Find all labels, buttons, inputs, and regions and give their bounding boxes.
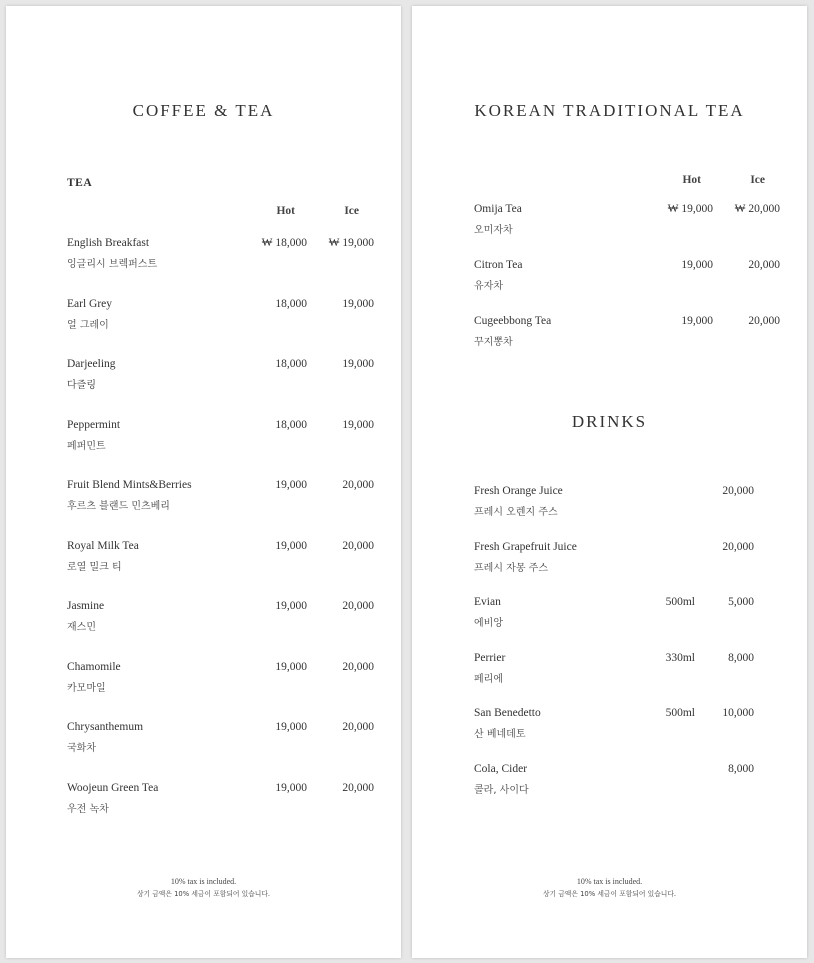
- menu-item: [67, 298, 401, 338]
- price-hot: 19,000: [275, 600, 307, 612]
- item-name-en: Peppermint: [67, 418, 121, 431]
- section-title-drinks: DRINKS: [571, 412, 648, 431]
- item-name-ko: 잉글리시 브렉퍼스트: [67, 259, 158, 270]
- item-name-en: Evian: [474, 596, 501, 609]
- item-size: 500ml: [665, 596, 695, 609]
- item-name-en: Darjeeling: [67, 358, 116, 370]
- menu-item: [474, 652, 807, 692]
- item-name-ko: 페퍼민트: [67, 440, 106, 452]
- item-name-en: Cola, Cider: [474, 763, 528, 775]
- item-name-en: Perrier: [474, 651, 506, 664]
- price-ice: 20,000: [342, 539, 374, 552]
- menu-item: [474, 315, 807, 355]
- price-ice: ₩ 20,000: [734, 203, 780, 215]
- price-ice: 20,000: [342, 660, 374, 673]
- item-name-ko: 후르츠 블랜드 민츠베리: [67, 501, 170, 512]
- item-name-ko: 꾸지뽕차: [474, 336, 513, 348]
- menu-item: [67, 721, 401, 761]
- price-ice: 19,000: [342, 297, 374, 310]
- menu-page-coffee-tea: [6, 6, 401, 958]
- item-name-ko: 재스민: [67, 622, 96, 633]
- tax-note-ko: 상기 금액은 10% 세금이 포함되어 있습니다.: [136, 890, 271, 898]
- tax-note-en: 10% tax is included.: [576, 877, 643, 886]
- tax-note: [6, 876, 401, 900]
- menu-item: [67, 782, 401, 822]
- item-size: 330ml: [665, 651, 695, 664]
- item-price: 8,000: [728, 651, 754, 664]
- price-hot: 19,000: [681, 314, 713, 327]
- price-ice: 20,000: [342, 721, 374, 733]
- item-name-ko: 다즐링: [67, 380, 96, 391]
- menu-item: [67, 661, 401, 701]
- item-name-ko: 에비앙: [474, 618, 503, 630]
- item-name-ko: 우전 녹차: [67, 803, 109, 815]
- menu-item: [67, 419, 401, 459]
- menu-item: [474, 485, 807, 525]
- item-name-en: Citron Tea: [474, 258, 523, 271]
- menu-page-korean-tea-drinks: [412, 6, 807, 958]
- menu-item: [67, 358, 401, 398]
- price-hot: 19,000: [275, 479, 307, 491]
- item-name-en: Royal Milk Tea: [67, 539, 139, 552]
- price-ice: ₩ 19,000: [328, 237, 374, 249]
- price-hot: 19,000: [275, 539, 307, 552]
- price-ice: 20,000: [342, 781, 374, 794]
- price-ice: 20,000: [342, 600, 374, 612]
- item-name-en: Fresh Grapefruit Juice: [474, 540, 577, 553]
- price-hot: 18,000: [275, 418, 307, 431]
- price-hot: 19,000: [275, 781, 307, 794]
- item-price: 20,000: [722, 540, 754, 553]
- price-ice: 20,000: [342, 479, 374, 491]
- item-name-en: Woojeun Green Tea: [67, 781, 159, 794]
- item-name-en: Earl Grey: [67, 297, 113, 310]
- item-name-en: Fruit Blend Mints&Berries: [67, 479, 192, 491]
- menu-item: [67, 540, 401, 580]
- item-price: 8,000: [728, 763, 754, 775]
- menu-item: [474, 203, 807, 243]
- column-header-ice: Ice: [344, 205, 359, 217]
- tax-note: [412, 876, 807, 900]
- item-name-ko: 산 베네데토: [474, 729, 526, 741]
- item-price: 20,000: [722, 485, 754, 497]
- item-name-ko: 얼 그레이: [67, 319, 109, 331]
- price-hot: ₩ 19,000: [667, 203, 713, 215]
- price-hot: 19,000: [275, 721, 307, 733]
- column-header-hot: Hot: [276, 205, 295, 217]
- item-name-ko: 콜라, 사이다: [474, 785, 529, 796]
- menu-item: [67, 600, 401, 640]
- price-hot: 19,000: [275, 660, 307, 673]
- price-ice: 20,000: [748, 314, 780, 327]
- menu-item: [474, 596, 807, 636]
- item-price: 10,000: [722, 707, 754, 720]
- price-ice: 19,000: [342, 358, 374, 370]
- price-ice: 20,000: [748, 258, 780, 271]
- price-hot: 19,000: [681, 258, 713, 271]
- menu-item: [474, 707, 807, 747]
- item-name-en: Chamomile: [67, 660, 121, 673]
- item-name-en: Chrysanthemum: [67, 721, 144, 733]
- item-name-en: Jasmine: [67, 600, 105, 612]
- item-price: 5,000: [728, 596, 754, 609]
- item-name-ko: 국화차: [67, 743, 96, 754]
- column-header-ice: Ice: [750, 174, 765, 186]
- tax-note-ko: 상기 금액은 10% 세금이 포함되어 있습니다.: [542, 890, 677, 898]
- price-ice: 19,000: [342, 418, 374, 431]
- section-label-tea: TEA: [67, 177, 93, 189]
- page-title: COFFEE & TEA: [132, 101, 275, 120]
- menu-item: [67, 237, 401, 277]
- column-header-hot: Hot: [682, 174, 701, 186]
- price-hot: ₩ 18,000: [261, 237, 307, 249]
- item-name-ko: 로열 밀크 티: [67, 561, 122, 573]
- price-hot: 18,000: [275, 297, 307, 310]
- item-name-ko: 프레시 오렌지 주스: [474, 507, 558, 518]
- menu-item: [474, 259, 807, 299]
- item-name-ko: 페리에: [474, 673, 503, 685]
- tax-note-en: 10% tax is included.: [170, 877, 237, 886]
- menu-item: [67, 479, 401, 519]
- item-name-ko: 프레시 자몽 주스: [474, 562, 548, 574]
- item-name-ko: 카모마일: [67, 682, 106, 694]
- item-name-ko: 오미자차: [474, 225, 513, 236]
- item-name-en: Cugeebbong Tea: [474, 314, 552, 327]
- menu-item: [474, 541, 807, 581]
- menu-item: [474, 763, 807, 803]
- item-name-en: Fresh Orange Juice: [474, 485, 563, 497]
- item-name-en: English Breakfast: [67, 237, 150, 249]
- price-hot: 18,000: [275, 358, 307, 370]
- item-name-en: Omija Tea: [474, 203, 522, 215]
- item-size: 500ml: [665, 707, 695, 720]
- page-title: KOREAN TRADITIONAL TEA: [474, 101, 745, 120]
- item-name-en: San Benedetto: [474, 707, 541, 720]
- item-name-ko: 유자차: [474, 280, 503, 292]
